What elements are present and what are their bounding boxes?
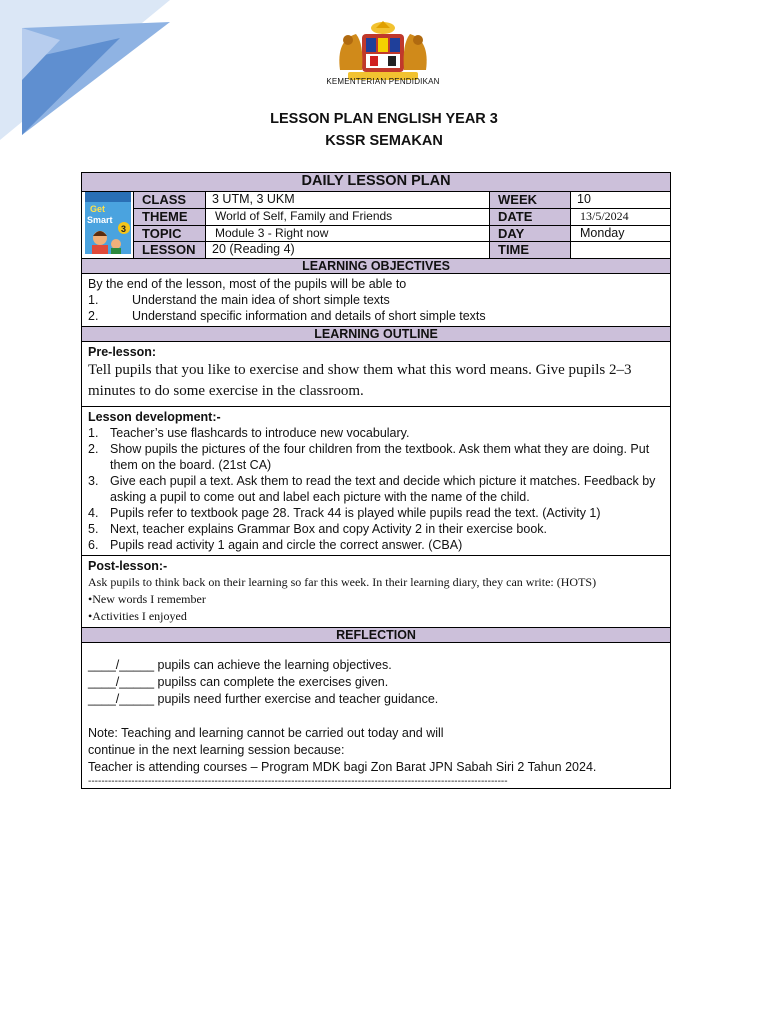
step-number: 4. xyxy=(88,506,99,520)
reflection-note: Note: Teaching and learning cannot be carried out today and will xyxy=(88,726,444,740)
dashed-separator: ------------------------------------------------------------------------------------------------------------------------------ xyxy=(88,776,508,787)
post-lesson-line: •Activities I enjoyed xyxy=(88,609,187,623)
post-lesson-label: Post-lesson:- xyxy=(88,559,168,573)
topic-value: Module 3 - Right now xyxy=(206,225,490,242)
lesson-value: 20 (Reading 4) xyxy=(206,242,490,259)
theme-value: World of Self, Family and Friends xyxy=(206,208,490,225)
step-number: 6. xyxy=(88,538,99,552)
objective-text: Understand the main idea of short simple texts xyxy=(132,293,390,307)
day-label: DAY xyxy=(490,225,571,242)
week-label: WEEK xyxy=(490,192,571,209)
lesson-label: LESSON xyxy=(134,242,206,259)
class-label: CLASS xyxy=(134,192,206,209)
svg-text:Smart: Smart xyxy=(87,215,113,225)
date-value: 13/5/2024 xyxy=(571,208,671,225)
step-number: 3. xyxy=(88,474,99,488)
page-subtitle: KSSR SEMAKAN xyxy=(325,133,443,149)
step-text: Teacher’s use flashcards to introduce new vocabulary. xyxy=(110,426,410,440)
step-number: 2. xyxy=(88,442,99,456)
reflection-note: continue in the next learning session because: xyxy=(88,743,345,757)
post-lesson-section xyxy=(82,556,671,628)
objective-item xyxy=(88,308,666,324)
date-label: DATE xyxy=(490,208,571,225)
reflection-note: Teacher is attending courses – Program MDK bagi Zon Barat JPN Sabah Siri 2 Tahun 2024. xyxy=(88,760,597,774)
objective-item xyxy=(88,292,666,308)
week-value: 10 xyxy=(571,192,671,209)
step-text: Give each pupil a text. Ask them to read the text and decide which picture it matches. Feedback by asking a pupil to come out and label each picture with the name of the child. xyxy=(110,474,656,504)
pre-lesson-section xyxy=(82,342,671,407)
reflection-section xyxy=(82,643,671,789)
time-value xyxy=(571,242,671,259)
development-step xyxy=(88,505,666,521)
reflection-line: ____/_____ pupilss can complete the exercises given. xyxy=(88,675,389,689)
class-value: 3 UTM, 3 UKM xyxy=(206,192,490,209)
objective-number: 2. xyxy=(88,309,99,323)
textbook-cover xyxy=(82,192,134,259)
development-step xyxy=(88,425,666,441)
table-title: DAILY LESSON PLAN xyxy=(82,173,671,192)
svg-text:Get: Get xyxy=(90,204,106,214)
step-text: Pupils read activity 1 again and circle the correct answer. (CBA) xyxy=(110,538,463,552)
development-step xyxy=(88,473,666,505)
reflection-header: REFLECTION xyxy=(82,628,671,643)
step-text: Show pupils the pictures of the four children from the textbook. Ask them what they are doing. Put them on the board. (21st CA) xyxy=(110,442,650,472)
step-number: 1. xyxy=(88,426,99,440)
step-number: 5. xyxy=(88,522,99,536)
objectives-section xyxy=(82,274,671,327)
objectives-intro: By the end of the lesson, most of the pupils will be able to xyxy=(88,277,407,291)
step-text: Pupils refer to textbook page 28. Track 44 is played while pupils read the text. (Activity 1) xyxy=(110,506,601,520)
reflection-line: ____/_____ pupils can achieve the learning objectives. xyxy=(88,658,392,672)
theme-label: THEME xyxy=(134,208,206,225)
outline-header: LEARNING OUTLINE xyxy=(82,327,671,342)
ministry-crest-logo xyxy=(318,20,448,82)
step-text: Next, teacher explains Grammar Box and copy Activity 2 in their exercise book. xyxy=(110,522,547,536)
lesson-plan-table xyxy=(81,172,671,789)
objectives-header: LEARNING OBJECTIVES xyxy=(82,259,671,274)
development-step xyxy=(88,537,666,553)
reflection-line: ____/_____ pupils need further exercise and teacher guidance. xyxy=(88,692,439,706)
post-lesson-line: •New words I remember xyxy=(88,592,206,606)
ministry-name: KEMENTERIAN PENDIDIKAN xyxy=(326,77,440,86)
pre-lesson-text: Tell pupils that you like to exercise and show them what this word means. Give pupils 2–3 minutes to do some exercise in the classroom. xyxy=(88,362,632,399)
day-value: Monday xyxy=(571,225,671,242)
textbook-cover-image xyxy=(82,192,134,254)
page-title: LESSON PLAN ENGLISH YEAR 3 xyxy=(270,111,498,127)
time-label: TIME xyxy=(490,242,571,259)
objective-text: Understand specific information and details of short simple texts xyxy=(132,309,486,323)
objective-number: 1. xyxy=(88,293,99,307)
svg-text:3: 3 xyxy=(121,224,127,234)
post-lesson-line: Ask pupils to think back on their learning so far this week. In their learning diary, they can write: (HOTS) xyxy=(88,575,597,589)
pre-lesson-label: Pre-lesson: xyxy=(88,345,157,359)
development-step xyxy=(88,521,666,537)
lesson-development-label: Lesson development:- xyxy=(88,410,221,424)
topic-label: TOPIC xyxy=(134,225,206,242)
development-step xyxy=(88,441,666,473)
lesson-development-section xyxy=(82,407,671,556)
